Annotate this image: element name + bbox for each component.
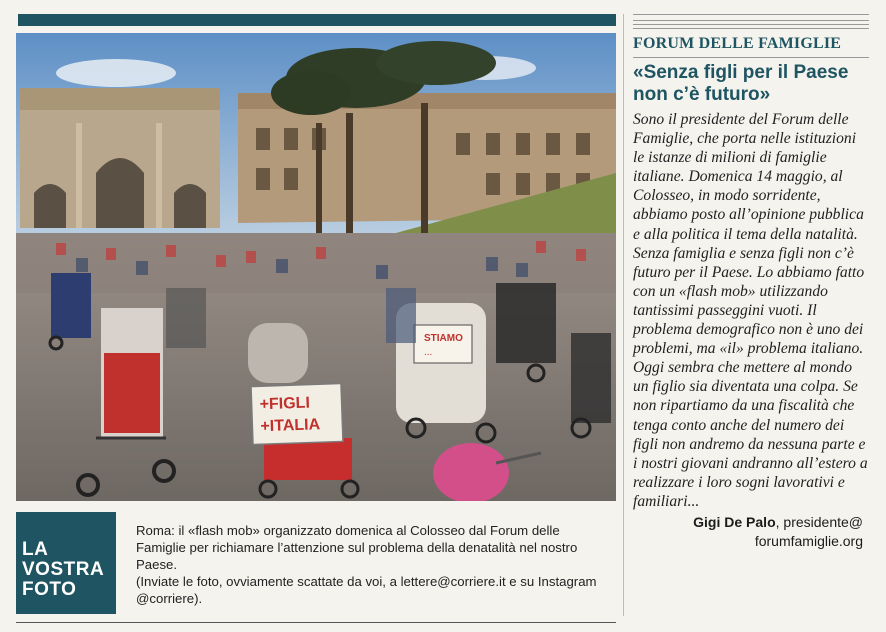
kicker-rule xyxy=(633,57,869,58)
photo-caption-section xyxy=(16,508,616,618)
flash-mob-photo xyxy=(16,33,616,501)
news-photo xyxy=(16,33,616,501)
sign-figli-text: +FIGLI xyxy=(259,394,311,414)
photo-caption xyxy=(136,522,606,607)
la-vostra-foto-badge xyxy=(16,512,116,614)
signature-role: , presidente@ xyxy=(775,513,863,530)
letter-body: Sono il presidente del Forum delle Famiglie, che porta nelle istituzioni le istanze di milioni di famiglie italiane. Domenica 14 maggio, al Colosseo, in modo sorridente, abbiamo posto all’opinione pubblica e alla politica il tema della natalità. Senza famiglia e senza figli non c’è futuro per il Paese. Lo abbiamo fatto con un «flash mob» utilizzando tantissimi passeggini vuoti. Il problema demografico non è uno dei problemi, ma «il» problema italiano. Oggi sembra che mettere al mondo un figlio sia diventata una colpa. Se non ripartiamo da una fiscalità che tenga conto anche del numero dei figli non andremo da nessuna parte e i nostri giovani andranno all’estero a realizzare i loro sogni lavorativi e familiari... xyxy=(633,111,868,510)
sign-italia-text: +ITALIA xyxy=(260,416,321,436)
cloud xyxy=(56,59,176,87)
signature-site: forumfamiglie.org xyxy=(754,532,863,549)
sign-stiamo-line2: ... xyxy=(424,347,433,358)
bottom-rule xyxy=(16,622,616,623)
caption-invite: (Inviate le foto, ovviamente scattate da voi, a lettere@corriere.it e su Instagram @corriere). xyxy=(136,574,597,606)
blue-stroller xyxy=(50,273,91,349)
badge-line-2: VOSTRA xyxy=(22,559,105,580)
top-double-rule xyxy=(633,14,869,21)
top-double-rule-2 xyxy=(633,24,869,29)
signature-name: Gigi De Palo xyxy=(693,513,776,530)
letter-signature xyxy=(633,513,869,551)
letter-kicker: FORUM DELLE FAMIGLIE xyxy=(633,35,842,52)
badge-line-3: FOTO xyxy=(22,579,77,600)
letter-column xyxy=(633,14,869,551)
arch-of-constantine xyxy=(20,88,220,228)
badge-line-1: LA xyxy=(22,539,49,560)
caption-main: Roma: il «flash mob» organizzato domenica al Colosseo dal Forum delle Famiglie per richiamare l’attenzione sul problema della denatalità nel nostro Paese. xyxy=(136,523,578,572)
top-color-bar xyxy=(18,14,616,26)
figli-italia-sign xyxy=(251,383,343,444)
column-divider xyxy=(623,14,624,616)
letter-headline: «Senza figli per il Paese non c’è futuro» xyxy=(633,62,849,105)
sign-stiamo-text: STIAMO xyxy=(424,333,463,344)
